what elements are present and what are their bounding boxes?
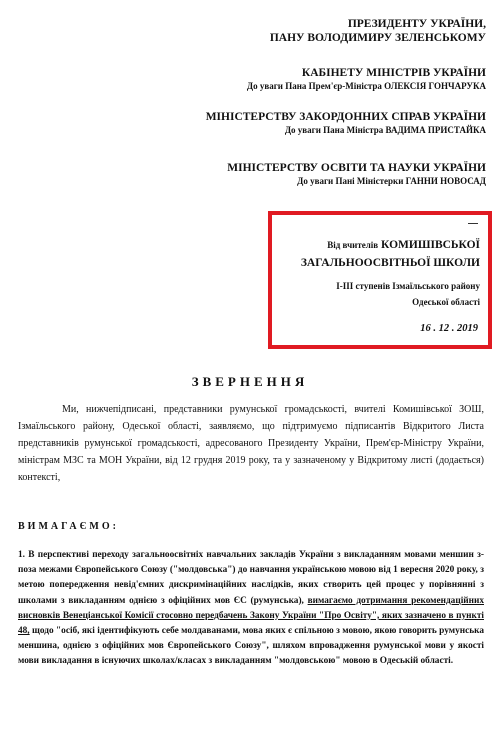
addressee-foreign-ministry [206, 110, 486, 136]
sender-school-name: КОМИШІВСЬКОЇ [381, 239, 480, 251]
addressee-president [270, 17, 486, 45]
addressee-attention: До уваги Пані Міністерки ГАННИ НОВОСАД [297, 176, 486, 186]
addressee-education-ministry [227, 161, 486, 187]
sender-date: 16 . 12 . 2019 [420, 323, 478, 334]
demand-heading: ВИМАГАЄМО: [18, 521, 119, 532]
addressee-line: МІНІСТЕРСТВУ ЗАКОРДОННИХ СПРАВ УКРАЇНИ [205, 111, 486, 123]
point-text: щодо "осіб, які ідентифікують себе молдаванами, мова яких є спільною з мовою, якою говорить румунська меншина, однією з офіційних мов Європейського Союзу", шляхом впровадження румунської мови у якості мови викладання в існуючих школах/класах з викладанням "молдовською" мовою в Одеській області. [18, 626, 484, 667]
sender-region: Одеської області [412, 297, 480, 307]
addressee-line: МІНІСТЕРСТВУ ОСВІТИ ТА НАУКИ УКРАЇНИ [227, 162, 486, 174]
sender-from [327, 239, 480, 251]
sender-from-prefix: Від вчителів [327, 240, 379, 250]
addressee-line: КАБІНЕТУ МІНІСТРІВ УКРАЇНИ [301, 67, 486, 79]
sender-school-level: І-ІІІ ступенів Ізмаїльського району [336, 281, 480, 291]
point-text: 1. В перспективі переходу загальноосвітніх навчальних закладів України з викладанням мовами меншин з-поза межами Європейського Союзу ("молдовська") до навчання українською мовою від 1 вересня 2020 року, з метою попередження невід'ємних дискримінаційних наслідків, яких створить цей процес у порівнянні з школами з викладанням однією з офіційних мов ЄС (румунська), [18, 550, 484, 606]
addressee-attention: До уваги Пана Міністра ВАДИМА ПРИСТАЙКА [284, 125, 486, 135]
intro-paragraph: Ми, нижчепідписані, представники румунської громадськості, вчителі Комишівської ЗОШ, Ізмаїльського району, Одеської області, заявляємо, що підтримуємо підписантів Відкритого Листа представників румунської громадськості, адресованого Президенту України, Прем'єр-Міністру України, міністрам МЗС та МОН України, від 12 грудня 2019 року, та у зазначеному у Відкритому листі (додається) контексті, [18, 404, 484, 483]
addressee-attention: До уваги Пана Прем'єр-Міністра ОЛЕКСІЯ ГОНЧАРУКА [246, 81, 486, 91]
point-underlined-text: вимагаємо дотримання рекомендаційних висновків Венеціанської Комісії стосовно передбачень Закону України "Про Освіту", яких зазначено в пункті 48, [18, 595, 484, 637]
addressee-line: ПРЕЗИДЕНТУ УКРАЇНИ, [347, 18, 486, 30]
sender-highlight-box [268, 211, 492, 349]
demand-point-1 [18, 548, 484, 670]
addressee-cabinet [247, 66, 486, 92]
divider [468, 223, 478, 224]
sender-school-type: ЗАГАЛЬНООСВІТНЬОЇ ШКОЛИ [300, 257, 480, 269]
document-title: ЗВЕРНЕННЯ [191, 374, 309, 389]
addressee-line: ПАНУ ВОЛОДИМИРУ ЗЕЛЕНСЬКОМУ [269, 32, 486, 44]
